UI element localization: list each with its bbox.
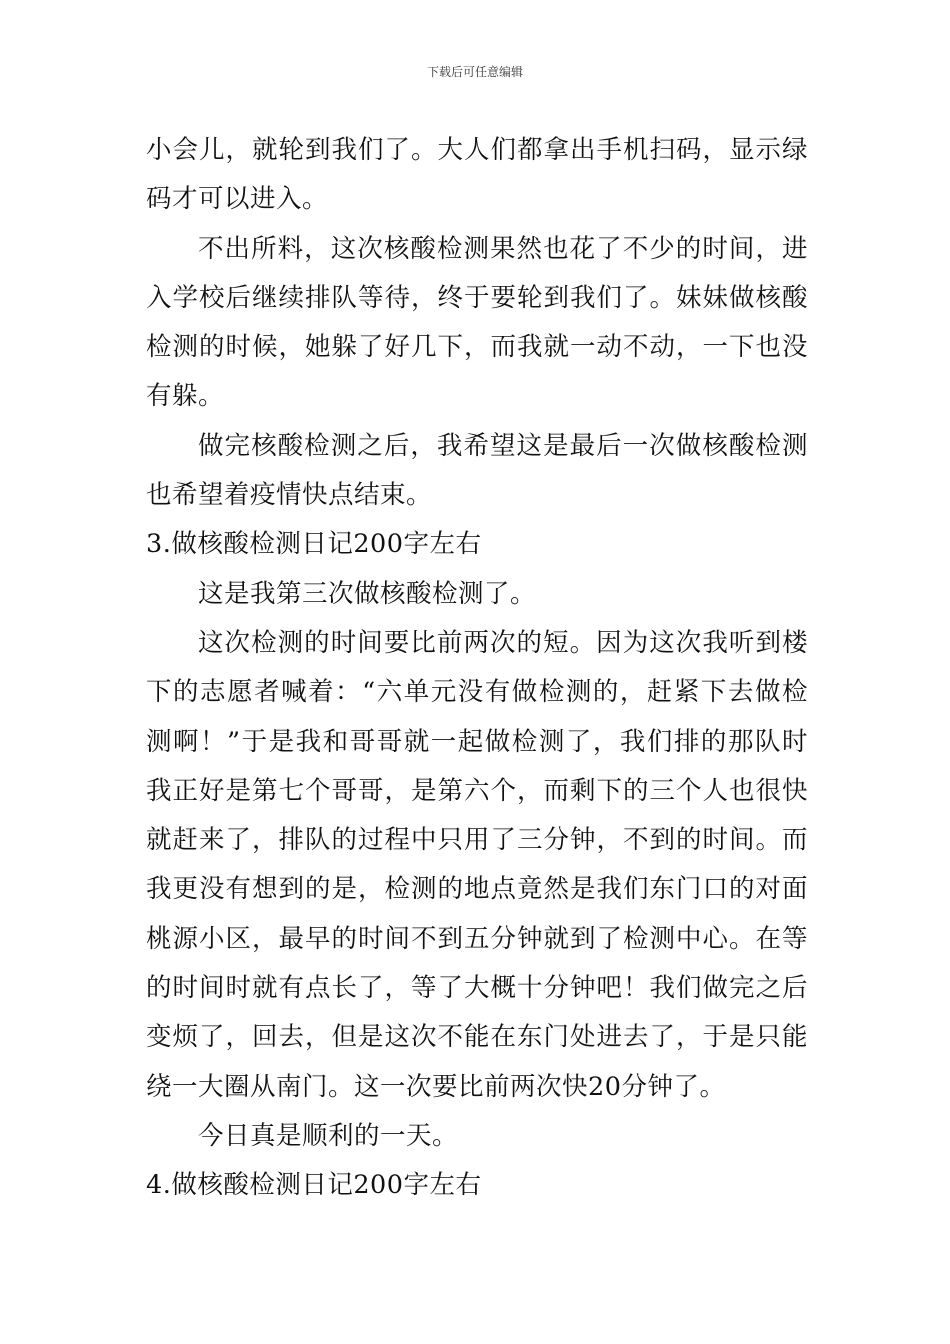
page-header: 下载后可任意编辑 bbox=[426, 65, 523, 79]
section-heading-3: 3.做核酸检测日记200字左右 bbox=[146, 529, 482, 560]
paragraph-4: 这是我第三次做核酸检测了。 bbox=[198, 578, 537, 609]
paragraph-5: 这次检测的时间要比前两次的短。因为这次我听到楼下的志愿者喊着：“六单元没有做检测的，赶紧下去做检测啊！”于是我和哥哥就一起做检测了，我们排的那队时我正好是第七个哥哥，是第六个，而剩下的三个人也很快就赶来了，排队的过程中只用了三分钟，不到的时间。而我更没有想到的是，检测的地点竟然是我们东门口的对面桃源小区，最早的时间不到五分钟就到了检测中心。在等的时间时就有点长了，等了大概十分钟吧！我们做完之后变烦了，回去，但是这次不能在东门处进去了，于是只能绕一大圈从南门。这一次要比前两次快20分钟了。 bbox=[146, 627, 808, 1102]
paragraph-3: 做完核酸检测之后，我希望这是最后一次做核酸检测也希望着疫情快点结束。 bbox=[146, 430, 808, 511]
document-body bbox=[146, 126, 808, 1211]
paragraph-6: 今日真是顺利的一天。 bbox=[198, 1120, 459, 1151]
section-heading-4: 4.做核酸检测日记200字左右 bbox=[146, 1170, 482, 1201]
paragraph-1: 小会儿，就轮到我们了。大人们都拿出手机扫码，显示绿码才可以进入。 bbox=[146, 135, 808, 215]
paragraph-2: 不出所料，这次核酸检测果然也花了不少的时间，进入学校后继续排队等待，终于要轮到我们了。妹妹做核酸检测的时候，她躲了好几下，而我就一动不动，一下也没有躲。 bbox=[146, 233, 808, 412]
